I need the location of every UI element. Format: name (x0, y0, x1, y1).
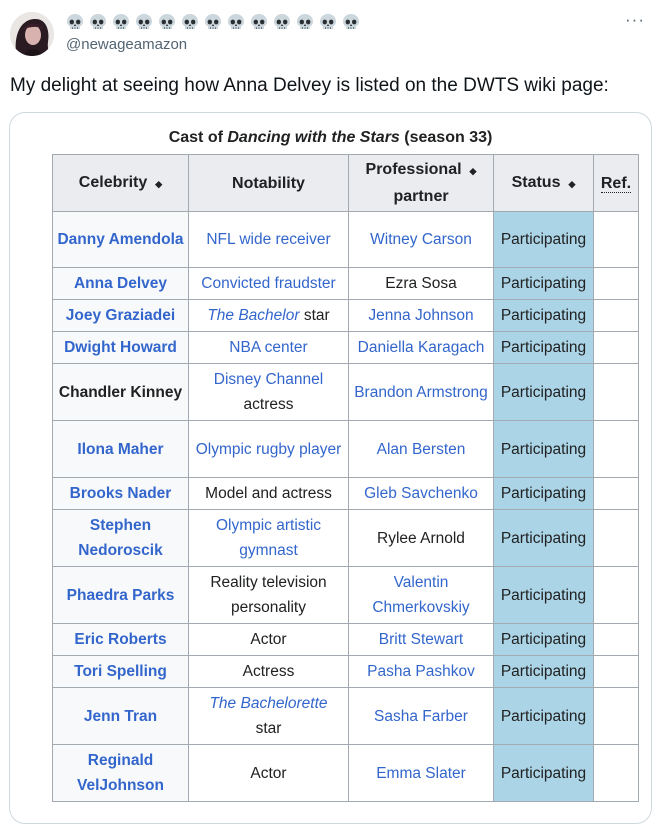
celebrity-cell[interactable]: Ilona Maher (53, 421, 189, 478)
status-cell: Participating (494, 300, 594, 332)
status-cell: Participating (494, 268, 594, 300)
celebrity-cell[interactable]: Jenn Tran (53, 688, 189, 745)
partner-cell[interactable]: Pasha Pashkov (349, 656, 494, 688)
notability-cell: Actor (189, 745, 349, 802)
skull-icon (318, 12, 338, 32)
skull-icon (249, 12, 269, 32)
header-label: Notability (232, 174, 305, 192)
table-row (53, 332, 639, 364)
sort-icon[interactable]: ◆ (568, 178, 576, 189)
display-name[interactable] (65, 12, 361, 34)
skull-icon (88, 12, 108, 32)
notability-cell: Actress (189, 656, 349, 688)
partner-cell: Rylee Arnold (349, 510, 494, 567)
notability-cell (189, 688, 349, 745)
header-label-line1: Professional (365, 161, 462, 178)
partner-cell[interactable]: Sasha Farber (349, 688, 494, 745)
caption-show-title: Dancing with the Stars (227, 129, 400, 146)
skull-icon (203, 12, 223, 32)
status-cell: Participating (494, 567, 594, 624)
skull-icon (134, 12, 154, 32)
partner-cell[interactable]: Valentin Chmerkovskiy (349, 567, 494, 624)
table-caption (10, 129, 651, 147)
caption-pre: Cast of (168, 129, 228, 146)
ref-cell (594, 567, 639, 624)
notability-cell: Reality television personality (189, 567, 349, 624)
celebrity-cell: Chandler Kinney (53, 364, 189, 421)
header-label: Celebrity (78, 173, 148, 191)
column-header-status[interactable] (494, 155, 594, 212)
avatar[interactable] (10, 12, 54, 56)
status-cell: Participating (494, 688, 594, 745)
ref-cell (594, 510, 639, 567)
celebrity-cell[interactable]: Danny Amendola (53, 212, 189, 268)
table-row (53, 478, 639, 510)
notability-text: star (255, 720, 282, 737)
more-options-icon[interactable]: ··· (625, 10, 645, 29)
status-cell: Participating (494, 656, 594, 688)
celebrity-cell[interactable]: Reginald VelJohnson (53, 745, 189, 802)
ref-cell (594, 364, 639, 421)
ref-cell (594, 478, 639, 510)
ref-cell (594, 688, 639, 745)
notability-cell[interactable]: NFL wide receiver (189, 212, 349, 268)
ref-cell (594, 332, 639, 364)
notability-link[interactable]: The Bachelorette (209, 695, 328, 712)
status-cell: Participating (494, 478, 594, 510)
tweet-text: My delight at seeing how Anna Delvey is listed on the DWTS wiki page: (10, 75, 609, 96)
celebrity-cell[interactable]: Eric Roberts (53, 624, 189, 656)
status-cell: Participating (494, 745, 594, 802)
table-row (53, 268, 639, 300)
status-cell: Participating (494, 212, 594, 268)
ref-cell (594, 212, 639, 268)
skull-icon (226, 12, 246, 32)
skull-icon (341, 12, 361, 32)
user-handle[interactable]: @newageamazon (66, 36, 188, 53)
table-row (53, 510, 639, 567)
table-row (53, 567, 639, 624)
celebrity-cell[interactable]: Tori Spelling (53, 656, 189, 688)
skull-icon (111, 12, 131, 32)
table-row (53, 688, 639, 745)
partner-cell[interactable]: Witney Carson (349, 212, 494, 268)
partner-cell[interactable]: Daniella Karagach (349, 332, 494, 364)
column-header-partner[interactable] (349, 155, 494, 212)
ref-cell (594, 745, 639, 802)
notability-text: star (299, 307, 330, 324)
skull-icon (65, 12, 85, 32)
notability-cell: Actor (189, 624, 349, 656)
status-cell: Participating (494, 364, 594, 421)
celebrity-cell[interactable]: Brooks Nader (53, 478, 189, 510)
tweet-header (10, 10, 651, 58)
table-row (53, 212, 639, 268)
table-row (53, 421, 639, 478)
celebrity-cell[interactable]: Phaedra Parks (53, 567, 189, 624)
header-label: Status (511, 173, 561, 191)
skull-icon (295, 12, 315, 32)
celebrity-cell[interactable]: Stephen Nedoroscik (53, 510, 189, 567)
notability-cell (189, 364, 349, 421)
notability-cell (189, 300, 349, 332)
tweet-media-image[interactable] (9, 112, 652, 824)
skull-icon (272, 12, 292, 32)
ref-cell (594, 300, 639, 332)
ref-cell (594, 624, 639, 656)
table-row (53, 624, 639, 656)
notability-cell[interactable]: Convicted fraudster (189, 268, 349, 300)
ref-cell (594, 656, 639, 688)
partner-cell[interactable]: Emma Slater (349, 745, 494, 802)
notability-cell: Model and actress (189, 478, 349, 510)
notability-cell[interactable]: NBA center (189, 332, 349, 364)
ref-cell (594, 421, 639, 478)
table-row (53, 745, 639, 802)
partner-cell: Ezra Sosa (349, 268, 494, 300)
caption-post: (season 33) (399, 129, 493, 146)
sort-icon[interactable]: ◆ (469, 166, 477, 176)
partner-cell[interactable]: Britt Stewart (349, 624, 494, 656)
status-cell: Participating (494, 624, 594, 656)
partner-cell[interactable]: Brandon Armstrong (349, 364, 494, 421)
status-cell: Participating (494, 421, 594, 478)
ref-cell (594, 268, 639, 300)
table-row (53, 364, 639, 421)
sort-icon[interactable]: ◆ (155, 178, 163, 189)
status-cell: Participating (494, 332, 594, 364)
table-row (53, 656, 639, 688)
column-header-ref[interactable] (594, 155, 639, 212)
notability-cell[interactable]: Olympic rugby player (189, 421, 349, 478)
column-header-celebrity[interactable] (53, 155, 189, 212)
cast-table (52, 154, 639, 802)
notability-link[interactable]: Disney Channel (213, 371, 324, 388)
header-label-line2: partner (393, 188, 449, 205)
notability-text: actress (243, 396, 294, 413)
partner-cell[interactable]: Alan Bersten (349, 421, 494, 478)
header-label: Ref. (600, 174, 632, 192)
column-header-notability (189, 155, 349, 212)
notability-link[interactable]: The Bachelor (207, 307, 300, 324)
status-cell: Participating (494, 510, 594, 567)
skull-icon (180, 12, 200, 32)
partner-cell[interactable]: Jenna Johnson (349, 300, 494, 332)
table-row (53, 300, 639, 332)
skull-icon (157, 12, 177, 32)
celebrity-cell[interactable]: Joey Graziadei (53, 300, 189, 332)
partner-cell[interactable]: Gleb Savchenko (349, 478, 494, 510)
celebrity-cell[interactable]: Dwight Howard (53, 332, 189, 364)
notability-cell[interactable]: Olympic artistic gymnast (189, 510, 349, 567)
celebrity-cell[interactable]: Anna Delvey (53, 268, 189, 300)
